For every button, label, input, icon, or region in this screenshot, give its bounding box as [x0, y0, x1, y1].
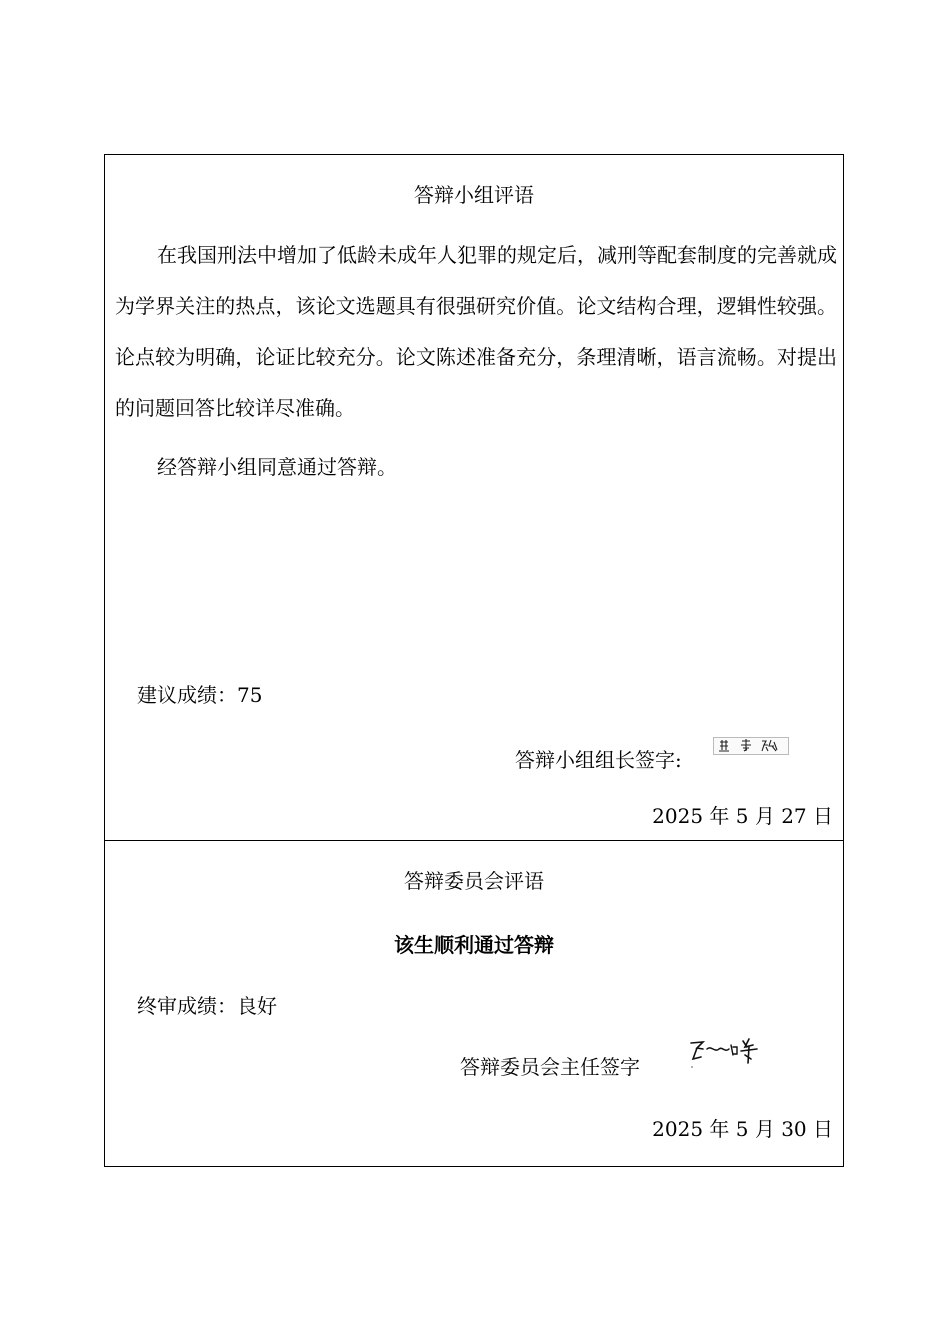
suggested-grade-value: 75	[237, 683, 263, 707]
signature-handwriting-icon	[714, 738, 788, 754]
committee-evaluation-section	[105, 840, 843, 1166]
group-leader-signature-label: 答辩小组组长签字:	[515, 748, 682, 772]
group-leader-signature-image	[713, 737, 789, 755]
committee-evaluation-heading: 答辩委员会评语	[404, 869, 544, 893]
group-evaluation-heading: 答辩小组评语	[414, 183, 534, 207]
group-decision-paragraph: 经答辩小组同意通过答辩。	[157, 455, 397, 479]
suggested-grade-label: 建议成绩：	[137, 683, 237, 707]
committee-chair-signature-label: 答辩委员会主任签字	[460, 1055, 640, 1079]
suggested-grade	[137, 679, 262, 708]
final-grade-value: 良好	[237, 994, 277, 1018]
committee-chair-signature-image	[687, 1035, 767, 1069]
final-grade-label: 终审成绩：	[137, 994, 237, 1018]
committee-comment: 该生顺利通过答辩	[394, 933, 554, 957]
committee-evaluation-date: 2025 年 5 月 30 日	[652, 1117, 833, 1141]
final-grade	[137, 990, 277, 1019]
group-evaluation-date: 2025 年 5 月 27 日	[652, 804, 833, 828]
evaluation-form-table	[104, 154, 844, 1167]
group-evaluation-section	[105, 155, 843, 841]
group-comment-paragraph: 在我国刑法中增加了低龄未成年人犯罪的规定后，减刑等配套制度的完善就成为学界关注的热点，该论文选题具有很强研究价值。论文结构合理，逻辑性较强。论点较为明确，论证比较充分。论文陈述准备充分，条理清晰，语言流畅。对提出的问题回答比较详尽准确。	[115, 243, 837, 420]
